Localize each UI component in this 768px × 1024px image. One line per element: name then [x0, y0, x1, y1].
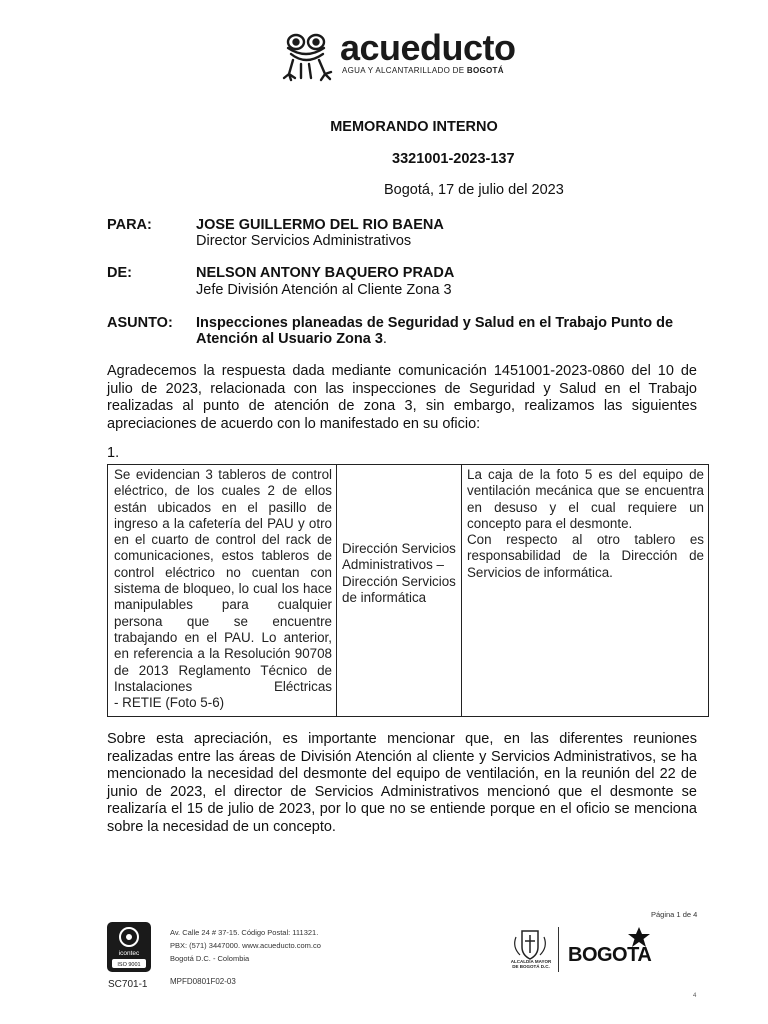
- response-text-1: La caja de la foto 5 es del equipo de ventilación mecánica que se encuentra en desuso y el cual requiere un concepto para el desmonte.: [467, 467, 704, 531]
- brand-tagline: AGUA Y ALCANTARILLADO DE BOGOTÁ: [342, 66, 504, 75]
- memo-number: 3321001-2023-137: [392, 151, 515, 167]
- de-name: NELSON ANTONY BAQUERO PRADA: [196, 265, 455, 281]
- asunto-line2: Atención al Usuario Zona 3.: [196, 331, 387, 347]
- cert-iso: ISO 9001: [117, 962, 141, 968]
- findings-table: [107, 464, 709, 717]
- item-number: 1.: [107, 445, 120, 461]
- memo-title: MEMORANDO INTERNO: [330, 119, 498, 135]
- asunto-label: ASUNTO:: [107, 315, 173, 331]
- cert-label: icontec: [118, 950, 140, 957]
- bogota-logo: BOGOTA: [568, 944, 652, 966]
- intro-paragraph: Agradecemos la respuesta dada mediante comunicación 1451001-2023-0860 del 10 de julio de 2023, relacionada con las inspecciones de Seguridad y Salud en el Trabajo realizadas al punto de atención de zona 3, sin embargo, realizamos las siguientes apreciaciones de acuerdo con lo manifestado en su oficio:: [107, 363, 697, 432]
- alcaldia-label: ALCALDÍA MAYOR DE BOGOTÁ D.C.: [510, 959, 552, 969]
- cert-code: SC701-1: [108, 979, 148, 990]
- finding-cell: [108, 465, 337, 716]
- responsible-cell: [337, 465, 462, 716]
- footer-divider: [558, 927, 559, 972]
- page-number: Página 1 de 4: [651, 910, 698, 919]
- memo-date: Bogotá, 17 de julio del 2023: [384, 182, 564, 198]
- para-role: Director Servicios Administrativos: [196, 233, 412, 249]
- para-label: PARA:: [107, 217, 152, 233]
- asunto-line1: Inspecciones planeadas de Seguridad y Salud en el Trabajo Punto de: [196, 315, 674, 331]
- star-icon: [626, 926, 652, 948]
- page-corner-number: 4: [693, 993, 697, 999]
- de-label: DE:: [107, 265, 132, 281]
- footer-address: Av. Calle 24 # 37-15. Código Postal: 111321. PBX: (571) 3447000. www.acueducto.com.co Bogotá D.C. - Colombia: [170, 928, 321, 963]
- icontec-certification-icon: [107, 922, 151, 972]
- response-text-2: Con respecto al otro tablero es responsabilidad de la Dirección de Servicios de informática.: [467, 532, 704, 580]
- brand-wordmark: acueducto: [340, 27, 516, 68]
- closing-paragraph: Sobre esta apreciación, es importante mencionar que, en las diferentes reuniones realizadas entre las áreas de División Atención al cliente y Servicios Administrativos, se ha mencionado la necesidad del desmonte del equipo de ventilación, en la reunión del 22 de junio de 2023, el director de Servicios Administrativos mencionó que el desmonte se realizaría el 15 de julio de 2023, por lo que no se entiende porque en el oficio se menciona sobre la necesidad de un concepto.: [107, 731, 697, 835]
- finding-text: Se evidencian 3 tableros de control eléctrico, de los cuales 2 de ellos están ubicados en el pasillo de ingreso a la cafetería del PAU y otro en el cuarto de control del rack de comunicaciones, estos tableros de control eléctrico no cuentan con sistema de bloqueo, lo cual los hace manipulables para cualquier persona que se encuentre trabajando en el PAU. Lo anterior, en referencia a la Resolución 90708 de 2013 Reglamento Técnico de Instalaciones Eléctricas: [114, 467, 332, 694]
- response-cell: [462, 465, 708, 716]
- document-code: MPFD0801F02-03: [170, 977, 236, 986]
- de-role: Jefe División Atención al Cliente Zona 3: [196, 282, 452, 298]
- para-name: JOSE GUILLERMO DEL RIO BAENA: [196, 217, 444, 233]
- frog-logo-icon: [281, 30, 335, 82]
- finding-text-end: - RETIE (Foto 5-6): [114, 695, 225, 711]
- responsible-text: Dirección Servicios Administrativos – Dirección Servicios de informática: [342, 541, 456, 605]
